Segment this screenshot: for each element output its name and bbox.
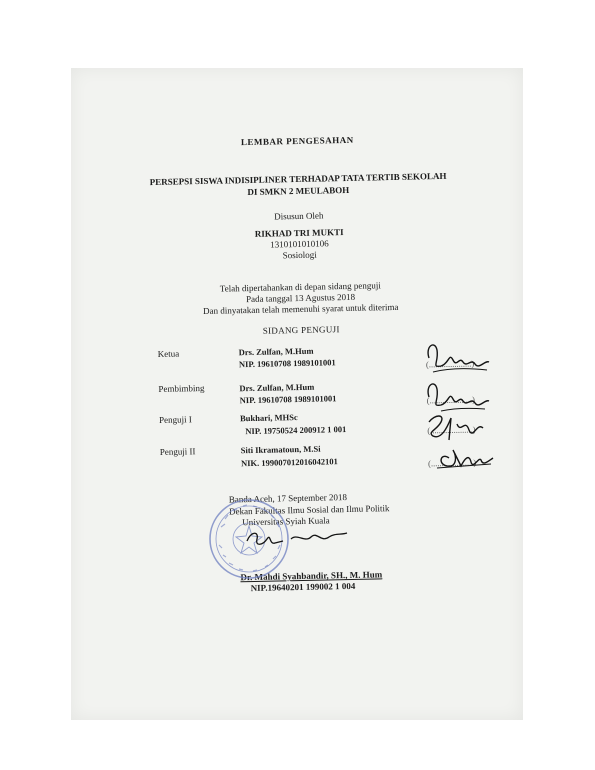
thesis-title-line-1: PERSEPSI SISWA INDISIPLINER TERHADAP TATA TERTIB SEKOLAH [149,170,447,188]
committee-role: Penguji I [158,414,192,425]
committee-role: Pembimbing [158,382,205,394]
signature-penguji-2 [427,440,497,476]
defense-line-3: Dan dinyatakan telah memenuhi syarat untuk diterima [202,301,399,317]
prepared-by-label: Disusun Oleh [274,210,324,222]
signature-blank: (....................) [427,424,476,436]
author-name: RIKHAD TRI MUKTI [254,227,344,239]
committee-role: Penguji II [159,446,196,457]
signature-blank: (....................) [427,457,477,469]
committee-id: NIK. 199007012016042101 [240,456,338,469]
committee-id: NIP. 19750524 200912 1 001 [245,424,347,437]
defense-line-1: Telah dipertahankan di depan sidang penguji [219,280,381,294]
signature-ketua [419,338,491,378]
committee-name: Drs. Zulfan, M.Hum [239,381,315,394]
committee-id: NIP. 19610708 1989101001 [239,393,337,406]
author-nim: 1310101010106 [270,238,329,250]
signature-dean [241,523,351,553]
defense-line-2: Pada tanggal 13 Agustus 2018 [245,291,356,305]
document-title: LEMBAR PENGESAHAN [240,134,354,148]
author-program: Sosiologi [282,249,317,261]
dean-nip: NIP.19640201 199002 1 004 [250,580,356,594]
committee-heading: SIDANG PENGUJI [262,324,340,336]
committee-id: NIP. 19610708 1989101001 [238,357,336,370]
thesis-title-line-2: DI SMKN 2 MEULABOH [247,184,350,198]
committee-name: Bukhari, MHSc [239,412,298,424]
signature-blank: (....................) [426,394,475,406]
document-page [71,68,523,720]
approval-position-line-1: Dekan Fakultas Ilmu Sosial dan Ilmu Politik [228,503,390,517]
committee-name: Siti Ikramatoun, M.Si [240,443,321,456]
approval-position-line-2: Universitas Syiah Kuala [242,515,330,528]
committee-role: Ketua [157,348,180,359]
approval-place-date: Banda Aceh, 17 September 2018 [228,492,348,505]
committee-name: Drs. Zulfan, M.Hum [238,345,314,358]
dean-name: Dr. Mahdi Syahbandir, SH., M. Hum [240,569,383,583]
signature-blank: (....................) [425,358,475,370]
